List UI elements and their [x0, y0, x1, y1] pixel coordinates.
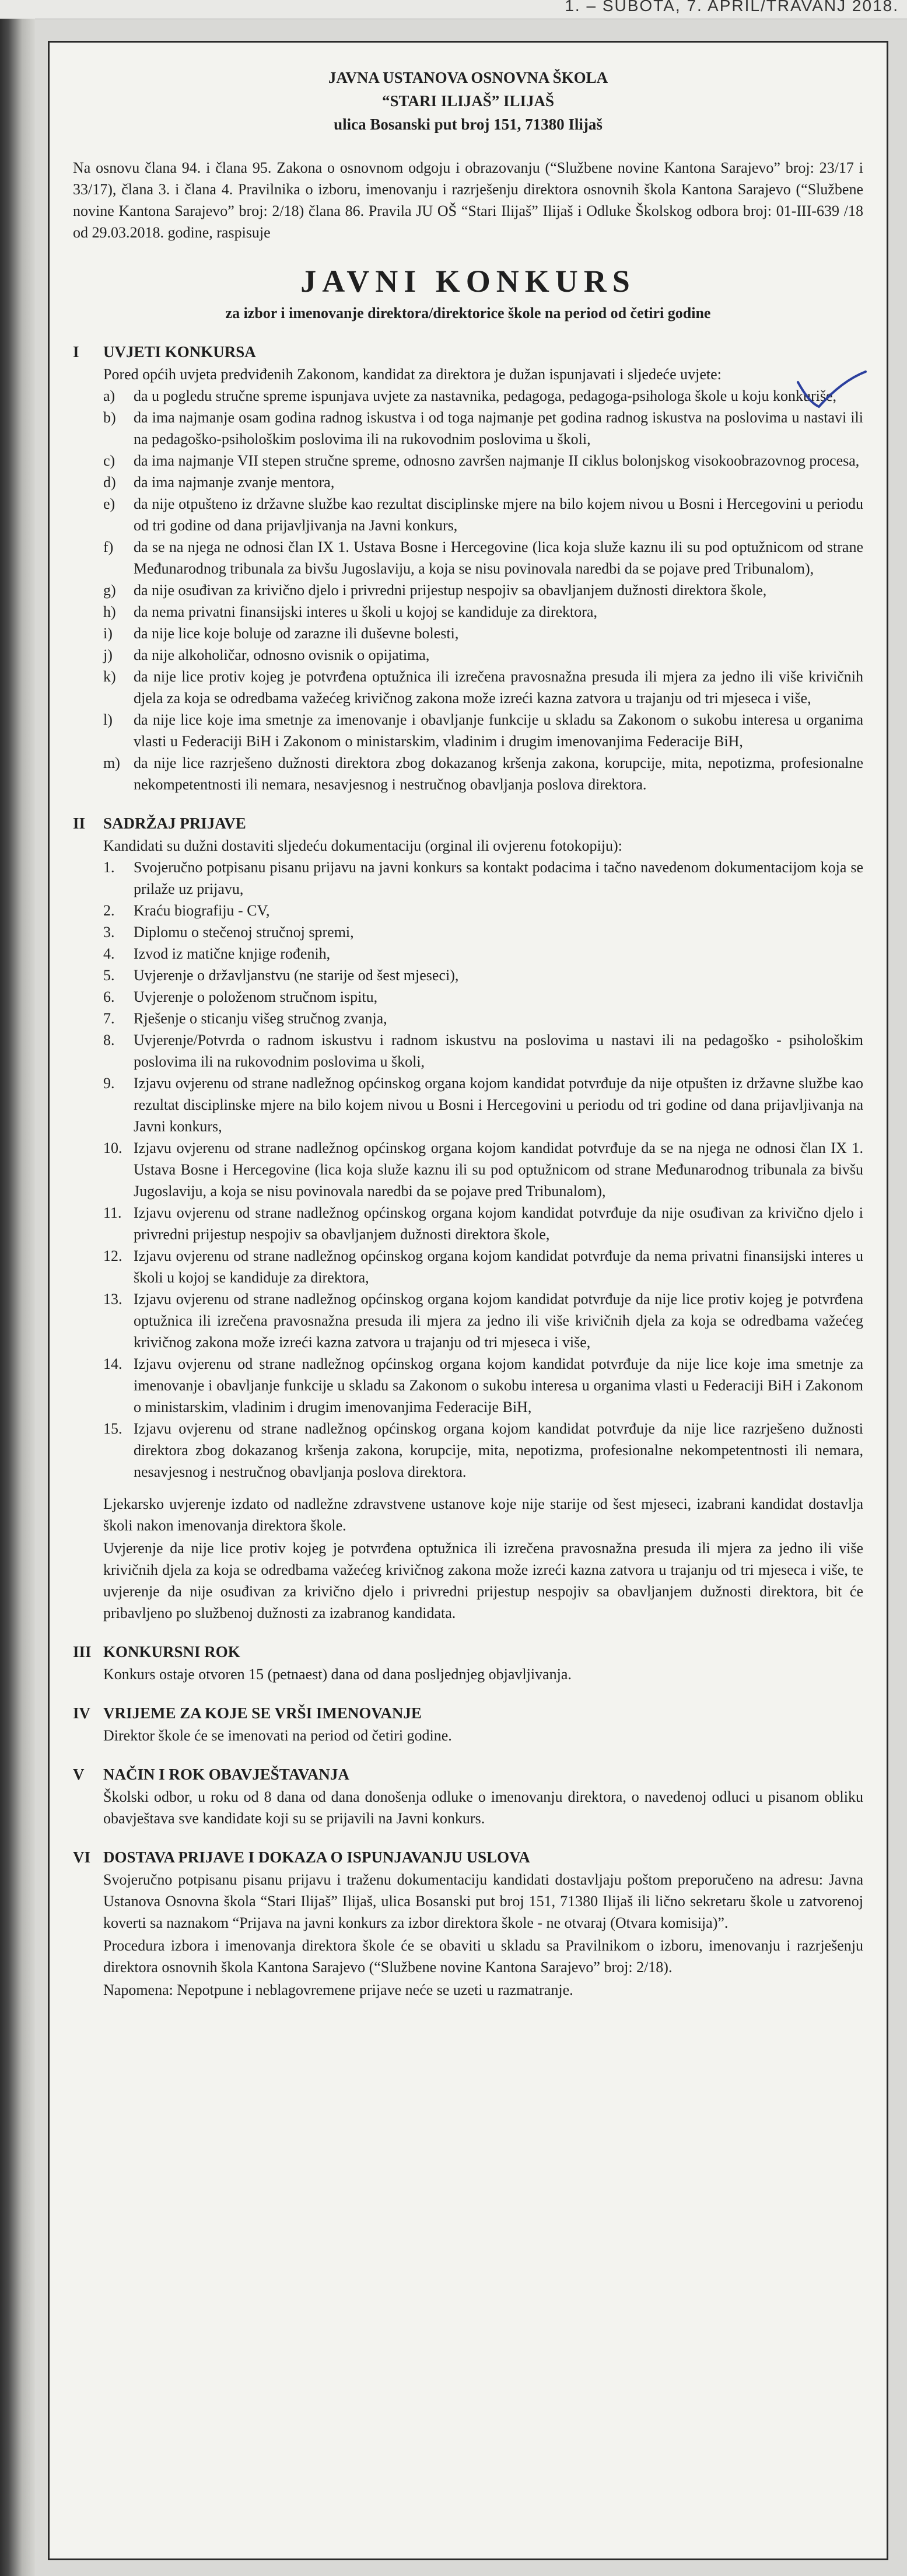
- list-item: [103, 900, 863, 921]
- list-item-marker: f): [103, 539, 114, 555]
- list-item-marker: j): [103, 646, 113, 663]
- list-item-text: da nema privatni finansijski interes u školi u kojoj se kandiduje za direktora,: [134, 603, 597, 620]
- list-item-text: Diplomu o stečenoj stručnoj spremi,: [134, 924, 354, 941]
- section-number: III: [73, 1643, 92, 1661]
- list-item-marker: i): [103, 625, 113, 642]
- list-item-marker: 12.: [103, 1247, 122, 1264]
- section-number: VI: [73, 1848, 91, 1866]
- list-item-text: Uvjerenje o položenom stručnom ispitu,: [134, 988, 378, 1005]
- list-item: [103, 709, 863, 752]
- list-item: [103, 1288, 863, 1353]
- list-item-marker: 7.: [103, 1010, 115, 1027]
- list-item-text: da nije otpušteno iz državne službe kao rezultat disciplinske mjere na bilo kojem nivou u Bosni i Hercegovini u periodu od tri godine od dana prijavljivanja na Javni konkurs,: [134, 495, 863, 534]
- section-number: II: [73, 815, 86, 832]
- section-text: Konkurs ostaje otvoren 15 (petnaest) dana od dana posljednjeg objavljivanja.: [103, 1666, 572, 1683]
- list-item-marker: 10.: [103, 1140, 122, 1156]
- list-item-marker: 3.: [103, 924, 115, 941]
- section-notification: [73, 1763, 863, 1829]
- list-item: [103, 921, 863, 943]
- section-conditions: [73, 340, 863, 795]
- list-item: [103, 1202, 863, 1245]
- list-item: [103, 1029, 863, 1072]
- public-notice: [48, 41, 888, 2560]
- list-item-marker: 4.: [103, 945, 115, 962]
- section-number: IV: [73, 1704, 91, 1722]
- section-submission: [73, 1846, 863, 2001]
- list-item-marker: b): [103, 409, 116, 426]
- list-item-text: Izjavu ovjerenu od strane nadležnog općinskog organa kojom kandidat potvrđuje da nije lice koje ima smetnje za imenovanje i obavljanje funkcije u skladu sa Zakonom o sukobu interesa u organima vlasti u Federaciji BiH i Zakonom o ministarskim, vladinim i drugim imenovanjima Federacije BiH,: [134, 1355, 863, 1415]
- section-heading: SADRŽAJ PRIJAVE: [103, 815, 246, 832]
- list-item-marker: 2.: [103, 902, 115, 919]
- list-item: [103, 579, 863, 601]
- list-item: [103, 385, 863, 407]
- list-item: [103, 964, 863, 986]
- list-item-marker: 11.: [103, 1204, 122, 1221]
- institution-name: JAVNA USTANOVA OSNOVNA ŠKOLA: [328, 69, 608, 86]
- section-term: [73, 1701, 863, 1746]
- list-item: [103, 1072, 863, 1137]
- list-item: [103, 1353, 863, 1418]
- list-item: [103, 1008, 863, 1029]
- list-item: [103, 1418, 863, 1483]
- school-name: “STARI ILIJAŠ” ILIJAŠ: [381, 92, 555, 110]
- list-item-text: Izjavu ovjerenu od strane nadležnog općinskog organa kojom kandidat potvrđuje da nema privatni finansijski interes u školi u kojoj se kandiduje za direktora,: [134, 1247, 863, 1286]
- list-item-marker: 1.: [103, 859, 115, 876]
- list-item-text: da ima najmanje osam godina radnog iskustva i od toga najmanje pet godina radnog iskustva na poslovima u nastavi ili na pedagoško-psihološkim poslovima ili na rukovodnim poslovima u školi,: [134, 409, 863, 448]
- list-item: [103, 666, 863, 709]
- list-item-marker: 6.: [103, 988, 115, 1005]
- list-item-marker: a): [103, 387, 115, 404]
- list-item-text: da nije lice koje ima smetnje za imenovanje i obavljanje funkcije u skladu sa Zakonom o sukobu interesa u organima vlasti u Federaciji BiH i Zakonom o ministarskim, vladinim i drugim imenovanjima Federacije BiH,: [134, 711, 863, 750]
- list-item: [103, 536, 863, 579]
- list-item-marker: 15.: [103, 1420, 122, 1437]
- list-item: [103, 450, 863, 471]
- list-item-marker: 8.: [103, 1032, 115, 1048]
- list-item-text: Izjavu ovjerenu od strane nadležnog općinskog organa kojom kandidat potvrđuje da nije osuđivan za krivično djelo i privredni prijestup nespojiv sa obavljanjem dužnosti direktora škole,: [134, 1204, 863, 1243]
- list-item: [103, 1137, 863, 1202]
- section-text: Direktor škole će se imenovati na period od četiri godine.: [103, 1727, 452, 1744]
- section-number: V: [73, 1766, 85, 1783]
- list-item: [103, 471, 863, 493]
- list-item-text: da ima najmanje zvanje mentora,: [134, 474, 335, 491]
- page-binding-shadow: [0, 19, 35, 2576]
- section-text: Svojeručno potpisanu pisanu prijavu i traženu dokumentaciju kandidati dostavljaju poštom preporučeno na adresu: Javna Ustanova Osnovna škola “Stari Ilijaš” Ilijaš, ulica Bosanski put broj 151, 71380 Ilijaš ili lično sekretaru škole u zatvorenoj koverti sa naznakom “Prijava na javni konkurs za izbor direktora škole - ne otvaraj (Otvara komisija)”.: [103, 1871, 863, 1931]
- list-item: [103, 644, 863, 666]
- list-item-marker: h): [103, 603, 116, 620]
- section-heading: UVJETI KONKURSA: [103, 343, 256, 361]
- conditions-list: [73, 385, 863, 795]
- list-item-text: da ima najmanje VII stepen stručne spreme, odnosno završen najmanje II ciklus bolonjskog visokoobrazovnog procesa,: [134, 452, 860, 469]
- list-item-text: Izjavu ovjerenu od strane nadležnog općinskog organa kojom kandidat potvrđuje da se na njega ne odnosi član IX 1. Ustava Bosne i Hercegovine (lica koja služe kaznu ili su pod optužnicom od strane Međunarodnog tribunala za bivšu Jugoslaviju, a koja se nisu povinovala naredbi da se pojave pred Tribunalom),: [134, 1140, 863, 1200]
- list-item-marker: 14.: [103, 1355, 122, 1372]
- list-item-marker: k): [103, 668, 116, 685]
- list-item-text: Svojeručno potpisanu pisanu prijavu na javni konkurs sa kontakt podacima i tačno navedenom dokumentacijom koja se prilaže uz prijavu,: [134, 859, 863, 897]
- list-item-text: Rješenje o sticanju višeg stručnog zvanja,: [134, 1010, 387, 1027]
- list-item: [103, 1245, 863, 1288]
- documents-list: [73, 857, 863, 1483]
- list-item-text: Izvod iz matične knjige rođenih,: [134, 945, 331, 962]
- list-item-text: Kraću biografiju - CV,: [134, 902, 270, 919]
- list-item: [103, 943, 863, 964]
- remark-text: Napomena: Nepotpune i neblagovremene prijave neće se uzeti u razmatranje.: [103, 1981, 573, 1998]
- list-item-text: da nije alkoholičar, odnosno ovisnik o opijatima,: [134, 646, 430, 663]
- list-item-text: da nije lice koje boluje od zarazne ili duševne bolesti,: [134, 625, 459, 642]
- list-item-text: Uvjerenje o državljanstvu (ne starije od šest mjeseci),: [134, 967, 459, 984]
- list-item: [103, 752, 863, 795]
- criminal-record-note: Uvjerenje da nije lice protiv kojeg je potvrđena optužnica ili izrečena pravosnažna presuda ili mjera za jedno ili više krivičnih djela za koja se odredbama važećeg krivičnog zakona može izreći kazna zatvora u trajanju od tri mjeseca i više, te uvjerenje da nije osuđivan za krivično djelo i privredni prijestup nespojiv sa obavljanjem dužnosti direktora, bit će pribavljeno po službenoj dužnosti za izabranog kandidata.: [103, 1540, 863, 1621]
- procedure-text: Procedura izbora i imenovanja direktora škole će se obaviti u skladu sa Pravilnikom o izboru, imenovanju i razrješenju direktora osnovnih škola Kantona Sarajevo (“Službene novine Kantona Sarajevo” broj: 2/18).: [103, 1937, 863, 1976]
- list-item: [103, 857, 863, 900]
- section-heading: NAČIN I ROK OBAVJEŠTAVANJA: [103, 1766, 349, 1783]
- list-item-marker: e): [103, 495, 115, 512]
- list-item-marker: 13.: [103, 1291, 122, 1308]
- list-item-marker: c): [103, 452, 115, 469]
- list-item-text: Uvjerenje/Potvrda o radnom iskustvu i radnom iskustvu na poslovima u nastavi ili na pedagoško - psihološkim poslovima ili na rukovodnim poslovima u školi,: [134, 1032, 863, 1070]
- list-item: [103, 493, 863, 536]
- list-item-marker: l): [103, 711, 113, 728]
- list-item-marker: m): [103, 754, 120, 771]
- section-deadline: [73, 1640, 863, 1685]
- list-item-marker: 5.: [103, 967, 115, 984]
- section-application-content: [73, 812, 863, 1624]
- list-item: [103, 407, 863, 450]
- list-item: [103, 623, 863, 644]
- list-item-text: da u pogledu stručne spreme ispunjava uvjete za nastavnika, pedagoga, pedagoga-psihologa škole u koju konkuriše,: [134, 387, 837, 404]
- section-heading: VRIJEME ZA KOJE SE VRŠI IMENOVANJE: [103, 1704, 422, 1722]
- newspaper-masthead: 1. – SUBOTA, 7. APRIL/TRAVANJ 2018.: [565, 0, 899, 15]
- list-item-marker: 9.: [103, 1075, 115, 1092]
- legal-basis-paragraph: Na osnovu člana 94. i člana 95. Zakona o osnovnom odgoju i obrazovanju (“Službene novine Kantona Sarajevo” broj: 23/17 i 33/17), člana 3. i člana 4. Pravilnika o izboru, imenovanju i razrješenju direktora osnovnih škola Kantona Sarajevo (“Službene novine Kantona Sarajevo” broj: 2/18) člana 86. Pravila JU OŠ “Stari Ilijaš” Ilijaš i Odluke Školskog odbora broj: 01-III-639 /18 od 29.03.2018. godine, raspisuje: [73, 159, 863, 241]
- section-lead: Kandidati su dužni dostaviti sljedeću dokumentaciju (orginal ili ovjerenu fotokopiju):: [103, 837, 622, 854]
- list-item-text: Izjavu ovjerenu od strane nadležnog općinskog organa kojom kandidat potvrđuje da nije lice protiv kojeg je potvrđena optužnica ili izrečena pravosnažna presuda ili mjera za jedno ili više krivičnih djela za koja se odredbama važećeg krivičnog zakona može izreći kazna zatvora u trajanju od tri mjeseca i više,: [134, 1291, 863, 1351]
- newspaper-top-edge: [0, 0, 907, 19]
- section-heading: KONKURSNI ROK: [103, 1643, 240, 1661]
- section-text: Školski odbor, u roku od 8 dana od dana donošenja odluke o imenovanju direktora, o navedenoj odluci u pisanom obliku obavještava sve kandidate koji su se prijavili na Javni konkurs.: [103, 1788, 863, 1827]
- checkmark-icon: [793, 369, 869, 410]
- list-item-text: Izjavu ovjerenu od strane nadležnog općinskog organa kojom kandidat potvrđuje da nije lice razrješeno dužnosti direktora zbog dokazanog kršenja zakona, korupcije, mita, nepotizma, profesionalne nekompetentnosti ili nemara, nesavjesnog i nestručnog obavljanja poslova direktora.: [134, 1420, 863, 1480]
- list-item: [103, 986, 863, 1008]
- section-heading: DOSTAVA PRIJAVE I DOKAZA O ISPUNJAVANJU USLOVA: [103, 1848, 530, 1866]
- section-lead: Pored općih uvjeta predviđenih Zakonom, kandidat za direktora je dužan ispunjavati i sljedeće uvjete:: [103, 366, 722, 383]
- list-item-marker: d): [103, 474, 116, 491]
- medical-certificate-note: Ljekarsko uvjerenje izdato od nadležne zdravstvene ustanove koje nije starije od šest mjeseci, izabrani kandidat dostavlja školi nakon imenovanja direktora škole.: [103, 1495, 863, 1534]
- list-item-text: da nije lice protiv kojeg je potvrđena optužnica ili izrečena pravosnažna presuda ili mjera za jedno ili više krivičnih djela za koja se odredbama važećeg krivičnog zakona može izreći kazna zatvora u trajanju od tri mjeseca i više,: [134, 668, 863, 707]
- notice-subtitle: za izbor i imenovanje direktora/direktorice škole na period od četiri godine: [225, 305, 711, 321]
- notice-title: JAVNI KONKURS: [300, 264, 636, 299]
- list-item-text: da nije osuđivan za krivično djelo i privredni prijestup nespojiv sa obavljanjem dužnosti direktora škole,: [134, 582, 767, 599]
- list-item-marker: g): [103, 582, 116, 599]
- section-number: I: [73, 343, 79, 361]
- school-address: ulica Bosanski put broj 151, 71380 Ilijaš: [334, 116, 603, 133]
- list-item-text: da nije lice razrješeno dužnosti direktora zbog dokazanog kršenja zakona, korupcije, mita, nepotizma, profesionalne nekompetentnosti ili nemara, nesavjesnog i nestručnog obavljanja poslova direktora.: [134, 754, 863, 793]
- list-item-text: Izjavu ovjerenu od strane nadležnog općinskog organa kojom kandidat potvrđuje da nije otpušten iz državne službe kao rezultat disciplinske mjere na bilo kojem nivou u Bosni i Hercegovini u periodu od tri godine od dana prijavljivanja na Javni konkurs,: [134, 1075, 863, 1135]
- list-item: [103, 601, 863, 623]
- list-item-text: da se na njega ne odnosi član IX 1. Ustava Bosne i Hercegovine (lica koja služe kaznu ili su pod optužnicom od strane Međunarodnog tribunala za bivšu Jugoslaviju, a koja se nisu povinovala naredbi da se pojave pred Tribunalom),: [134, 539, 863, 577]
